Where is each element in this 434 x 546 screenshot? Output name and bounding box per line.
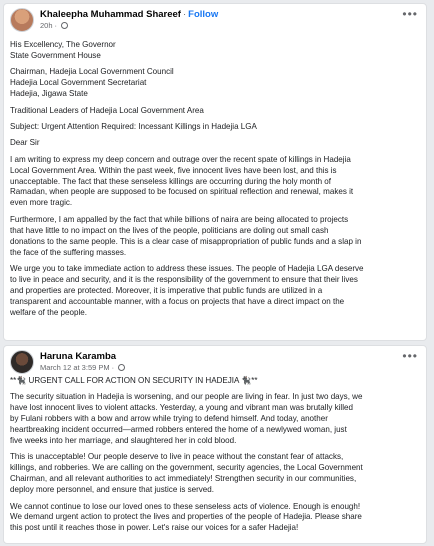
post-paragraph bbox=[10, 40, 420, 62]
text-line: State Government House bbox=[10, 50, 101, 60]
text-line: heartbreaking incident occurred—armed robbers entered the home of a newlywed woman, just bbox=[10, 425, 347, 435]
text-line: This is unacceptable! Our people deserve to live in peace without the constant fear of attacks, bbox=[10, 452, 344, 462]
post-paragraph bbox=[10, 138, 420, 149]
post-paragraph bbox=[10, 122, 420, 133]
post-paragraph bbox=[10, 452, 420, 496]
text-line: Ramadan, when people are supposed to be focused on spiritual reflection and renewal, makes it bbox=[10, 187, 354, 197]
post-paragraph bbox=[10, 376, 420, 387]
text-line: the face of the suffering masses. bbox=[10, 247, 127, 257]
post-card bbox=[3, 3, 427, 341]
post-paragraph bbox=[10, 264, 420, 319]
text-line: The security situation in Hadejia is worsening, and our people are living in fear. In just two days, we bbox=[10, 392, 363, 402]
text-line: Chairman, and all relevant authorities to act immediately! Strengthen security in our communities, bbox=[10, 474, 357, 484]
text-line: Hadejia, Jigawa State bbox=[10, 89, 88, 99]
text-line: unacceptable. The fact that these senseless killings are occurring during the holy month of bbox=[10, 176, 332, 186]
text-line: I am writing to express my deep concern and outrage over the recent spate of killings in Hadejia bbox=[10, 154, 351, 164]
post-timestamp[interactable]: March 12 at 3:59 PM bbox=[40, 363, 110, 372]
post-timestamp[interactable]: 20h bbox=[40, 21, 53, 30]
text-line: by Fulani robbers with a bow and arrow while trying to defend himself. And today, another bbox=[10, 414, 328, 424]
globe-icon bbox=[118, 364, 125, 371]
more-options-icon[interactable]: ••• bbox=[402, 7, 418, 21]
post-body bbox=[10, 376, 420, 540]
avatar[interactable] bbox=[10, 8, 34, 32]
post-paragraph bbox=[10, 67, 420, 100]
text-line: Subject: Urgent Attention Required: Incessant Killings in Hadejia LGA bbox=[10, 121, 257, 131]
post-header: Haruna Karamba March 12 at 3:59 PM · ••• bbox=[10, 350, 420, 378]
text-line: **🐈‍⬛ URGENT CALL FOR ACTION ON SECURITY IN HADEJIA 🐈‍⬛** bbox=[10, 376, 258, 385]
author-name[interactable]: Khaleepha Muhammad Shareef bbox=[40, 9, 181, 20]
text-line: this post until it reaches those in power. Let's raise our voices for a safer Hadejia! bbox=[10, 523, 299, 533]
post-paragraph bbox=[10, 106, 420, 117]
text-line: to live in peace and security, and it is the responsibility of the government to ensure that their lives bbox=[10, 274, 358, 284]
text-line: His Excellency, The Governor bbox=[10, 40, 116, 49]
text-line: Hadejia Local Government Secretariat bbox=[10, 78, 147, 88]
text-line: have lost innocent lives to violent attacks. Yesterday, a young and vibrant man was brutally killed bbox=[10, 403, 353, 413]
post-paragraph bbox=[10, 215, 420, 259]
avatar[interactable] bbox=[10, 350, 34, 374]
separator-dot: · bbox=[182, 9, 187, 20]
author-name[interactable]: Haruna Karamba bbox=[40, 351, 117, 362]
text-line: deploy more personnel, and ensure that justice is served. bbox=[10, 485, 214, 495]
text-line: transparent and accountable manner, with a focus on projects that have a direct impact on the bbox=[10, 296, 345, 306]
post-paragraph bbox=[10, 392, 420, 447]
follow-button[interactable]: Follow bbox=[188, 9, 219, 20]
text-line: Local Government Area. Within the past week, five innocent lives have been lost, and this is bbox=[10, 165, 337, 175]
text-line: Furthermore, I am appalled by the fact that while billions of naira are being allocated to projects bbox=[10, 214, 349, 224]
post-header: Khaleepha Muhammad Shareef · Follow 20h · ••• bbox=[10, 8, 420, 36]
text-line: Traditional Leaders of Hadejia Local Government Area bbox=[10, 105, 204, 115]
text-line: killings, and robberies. We are calling on the government, security agencies, the Local Government bbox=[10, 463, 363, 473]
text-line: Chairman, Hadejia Local Government Council bbox=[10, 67, 174, 77]
text-line: even more tragic. bbox=[10, 198, 73, 208]
post-body bbox=[10, 40, 420, 324]
text-line: welfare of the people. bbox=[10, 307, 87, 317]
text-line: donations to the same people. This is a clear case of misappropriation of public funds and a slap in bbox=[10, 236, 362, 246]
post-paragraph bbox=[10, 155, 420, 210]
text-line: that have little to no impact on the lives of the people, politicians are doling out small cash bbox=[10, 225, 329, 235]
text-line: We demand urgent action to protect the lives and properties of the people of Hadejia. Please share bbox=[10, 512, 362, 522]
text-line: Dear Sir bbox=[10, 138, 40, 148]
text-line: five weeks into her marriage, and slaughtered her in cold blood. bbox=[10, 436, 237, 446]
text-line: We urge you to take immediate action to address these issues. The people of Hadejia LGA deserve bbox=[10, 263, 364, 273]
more-options-icon[interactable]: ••• bbox=[402, 349, 418, 363]
post-card bbox=[3, 345, 427, 544]
globe-icon bbox=[61, 22, 68, 29]
post-paragraph bbox=[10, 502, 420, 535]
text-line: We cannot continue to lose our loved ones to these senseless acts of violence. Enough is enough! bbox=[10, 501, 361, 511]
text-line: and properties are protected. Moreover, it is imperative that public funds are utilized in a bbox=[10, 285, 323, 295]
